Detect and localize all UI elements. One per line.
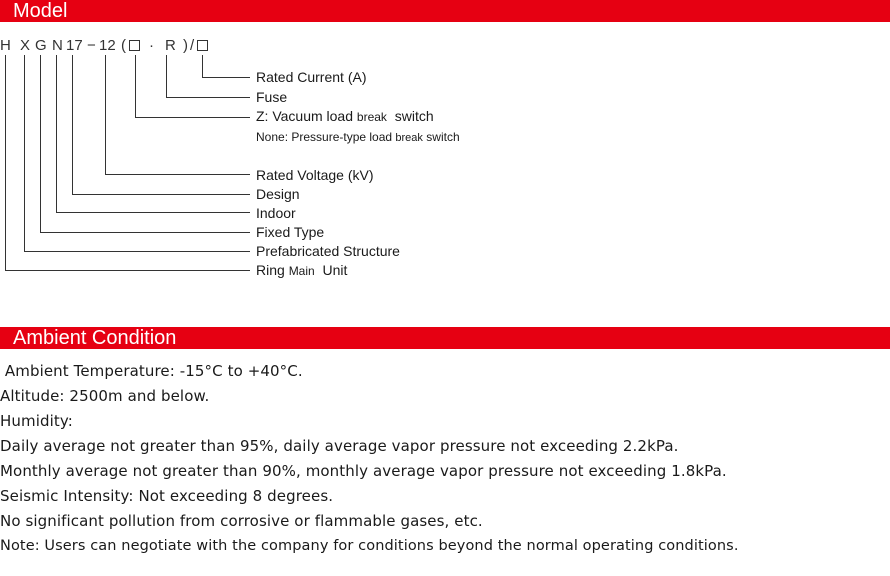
code-char-dash: −: [87, 37, 96, 54]
leader-prefab-v: [24, 55, 25, 251]
label-pressure-b: break: [395, 132, 423, 144]
ambient-section-header: [0, 327, 890, 349]
code-box-current: [197, 40, 208, 51]
leader-voltage-h: [105, 174, 250, 175]
code-char-slash: /: [190, 37, 195, 54]
leader-switch-h: [135, 117, 250, 118]
ambient-seismic: Seismic Intensity: Not exceeding 8 degrees.: [0, 487, 334, 505]
label-fixed-type: Fixed Type: [256, 224, 325, 240]
label-indoor: Indoor: [256, 205, 296, 221]
ambient-altitude: Altitude: 2500m and below.: [0, 387, 210, 405]
label-fuse: Fuse: [256, 89, 288, 105]
ambient-note: Note: Users can negotiate with the company for conditions beyond the normal operating conditions.: [0, 538, 739, 554]
leader-fuse-v: [166, 55, 167, 97]
label-vacuum-switch: [256, 108, 434, 126]
label-rated-current: Rated Current (A): [256, 69, 367, 85]
leader-design-v: [72, 55, 73, 194]
label-design: Design: [256, 186, 300, 202]
label-vacuum-c: switch: [386, 108, 434, 124]
code-char-h: H: [0, 37, 11, 54]
label-ring-b: Main: [288, 264, 315, 278]
ambient-title: Ambient Condition: [13, 327, 177, 349]
model-section-header: [0, 0, 890, 22]
code-char-x: X: [20, 37, 31, 54]
leader-switch-v: [135, 55, 136, 117]
label-pressure-c: switch: [422, 130, 460, 144]
code-char-12: 12: [99, 37, 116, 54]
label-pressure-a: None: Pressure-type load: [256, 130, 396, 144]
ambient-monthly-average: Monthly average not greater than 90%, monthly average vapor pressure not exceeding 1.8kPa.: [0, 462, 727, 480]
label-ring-a: Ring: [256, 262, 289, 278]
label-rated-voltage: Rated Voltage (kV): [256, 167, 374, 183]
code-char-close-paren: ): [183, 37, 188, 54]
leader-ring-h: [5, 270, 250, 271]
code-char-dot: ·: [149, 37, 154, 54]
ambient-daily-average: Daily average not greater than 95%, daily average vapor pressure not exceeding 2.2kPa.: [0, 437, 679, 455]
code-char-17: 17: [66, 37, 83, 54]
label-vacuum-b: break: [356, 110, 387, 124]
leader-indoor-v: [56, 55, 57, 212]
code-char-r: R: [165, 37, 176, 54]
leader-fixed-h: [40, 232, 250, 233]
ambient-humidity: Humidity:: [0, 412, 73, 430]
leader-current-v: [202, 55, 203, 77]
label-ring-c: Unit: [314, 262, 348, 278]
leader-design-h: [72, 194, 250, 195]
leader-indoor-h: [56, 212, 250, 213]
label-ring-main-unit: [256, 262, 347, 280]
ambient-pollution: No significant pollution from corrosive or flammable gases, etc.: [0, 512, 483, 530]
leader-prefab-h: [24, 251, 250, 252]
leader-voltage-v: [105, 55, 106, 174]
leader-ring-v: [5, 55, 6, 270]
model-title: Model: [13, 0, 68, 22]
leader-fuse-h: [166, 97, 250, 98]
leader-fixed-v: [40, 55, 41, 232]
leader-current-h: [202, 77, 250, 78]
code-char-n: N: [52, 37, 63, 54]
label-prefabricated: Prefabricated Structure: [256, 243, 400, 259]
code-char-g: G: [35, 37, 47, 54]
code-char-open-paren: (: [121, 37, 126, 54]
code-box-switch: [129, 40, 140, 51]
label-pressure-switch: [256, 129, 460, 147]
ambient-temperature: Ambient Temperature: -15°C to +40°C.: [0, 362, 303, 380]
label-vacuum-a: Z: Vacuum load: [256, 108, 357, 124]
